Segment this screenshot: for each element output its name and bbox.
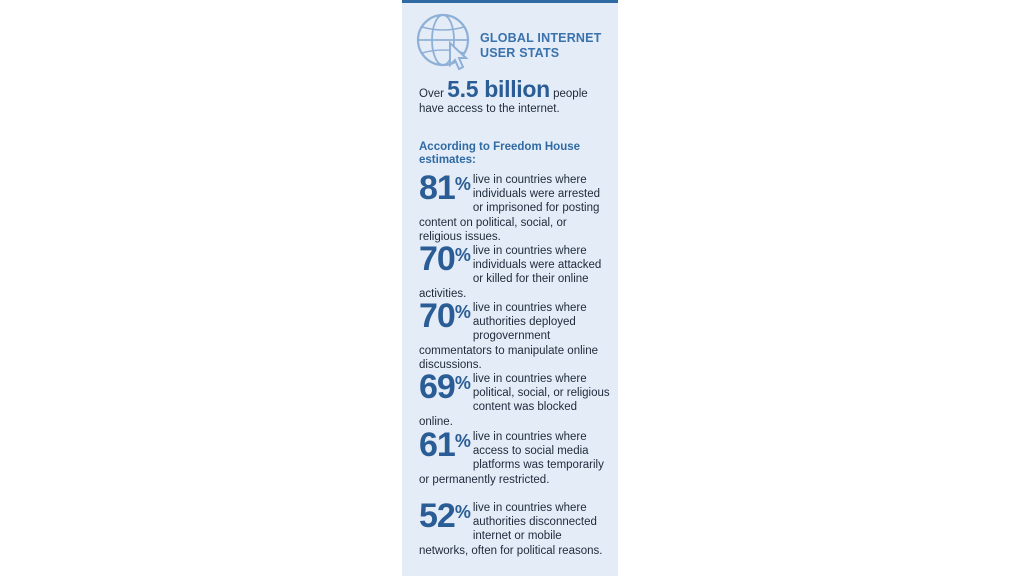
infographic-header (416, 13, 612, 73)
stat-item (419, 297, 611, 372)
infographic-title (480, 31, 610, 60)
stat-value: 69 (419, 368, 455, 406)
intro-suffix: people have access to the internet. (419, 88, 588, 115)
percent-sign: % (454, 502, 471, 522)
stat-value: 70 (419, 297, 455, 335)
stat-percent (419, 240, 471, 281)
stat-percent (419, 426, 471, 467)
stat-text: live in countries where individuals were arrested or imprisoned for posting content on political, social, or religious issues. (419, 174, 601, 243)
stat-percent (419, 297, 471, 338)
source-note: According to Freedom House estimates: (419, 141, 581, 166)
stat-value: 81 (419, 169, 455, 207)
percent-sign: % (454, 174, 471, 194)
percent-sign: % (454, 302, 471, 322)
intro-figure: 5.5 billion (447, 76, 550, 102)
stat-text: live in countries where access to social media platforms was temporarily or permanently restricted. (419, 431, 604, 486)
stat-item (419, 497, 611, 558)
stat-item (419, 368, 611, 429)
stat-text: live in countries where authorities deployed progovernment commentators to manipulate online discussions. (419, 302, 598, 371)
stat-value: 70 (419, 240, 455, 278)
percent-sign: % (454, 245, 471, 265)
stat-value: 52 (419, 497, 455, 535)
infographic-panel (402, 0, 618, 576)
title-line-2: USER STATS (480, 45, 560, 60)
percent-sign: % (454, 431, 471, 451)
stat-item (419, 240, 611, 301)
percent-sign: % (454, 373, 471, 393)
stat-percent (419, 169, 471, 210)
stat-text: live in countries where authorities disconnected internet or mobile networks, often for political reasons. (419, 502, 603, 557)
title-line-1: GLOBAL INTERNET (480, 31, 602, 45)
stat-text: live in countries where individuals were attacked or killed for their online activities. (419, 245, 602, 300)
globe-cursor-icon (416, 13, 474, 71)
stat-percent (419, 497, 471, 538)
intro-prefix: Over (419, 88, 444, 100)
stat-item (419, 426, 611, 487)
stat-text: live in countries where political, social, or religious content was blocked online. (419, 373, 610, 428)
stat-value: 61 (419, 426, 455, 464)
intro-text (419, 76, 611, 117)
stat-percent (419, 368, 471, 409)
stat-item (419, 169, 611, 244)
